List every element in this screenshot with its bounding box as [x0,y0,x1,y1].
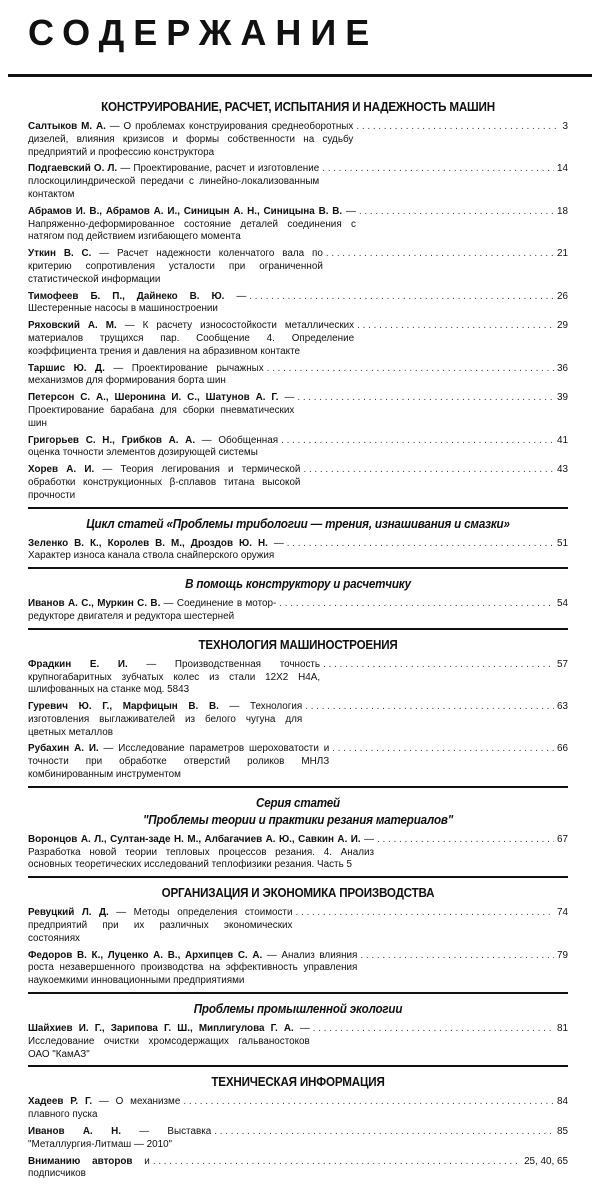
entry-title: — Напряженно-деформированное состояние деталей соединения с натягом под действием изгибающего момента [28,205,356,243]
section-heading: ТЕХНИЧЕСКАЯ ИНФОРМАЦИЯ [211,1075,385,1090]
entry-authors: Таршис Ю. Д. [28,362,105,374]
entry-title: — Шестеренные насосы в машиностроении [28,290,247,315]
toc-entry[interactable] [28,464,568,502]
entry-authors: Ревуцкий Л. Д. [28,907,109,919]
entry-authors: Иванов А. Н. [28,1126,121,1138]
section-divider [28,876,568,878]
toc-entry[interactable] [28,743,568,781]
entry-text-wrap [28,701,302,739]
page-title: СОДЕРЖАНИЕ [28,12,379,53]
entry-page-number: 84 [557,1096,568,1108]
toc-entry[interactable] [28,598,568,624]
entry-authors: Ряховский А. М. [28,320,117,332]
entry-title: — Разработка новой теории тепловых процессов резания. 4. Анализ основных теоретических исследований теплофизики резания. Часть 5 [28,833,375,871]
entry-authors: Федоров В. К., Луценко А. В., Архипцев С. А. [28,949,263,961]
dot-leader [297,392,554,405]
dot-leader [360,950,554,963]
entry-authors: Вниманию авторов [28,1155,133,1167]
entry-text-wrap [28,907,292,945]
entry-title: — Теория легирования и термической обработки конструкционных β-сплавов титана высокой прочности [28,464,301,501]
entry-authors: Иванов А. С., Муркин С. В. [28,598,161,610]
dot-leader [281,435,554,448]
entry-page-number: 81 [557,1023,568,1035]
entry-title: — Проектирование барабана для сборки пневматических шин [28,392,295,429]
entry-page-number: 63 [557,701,568,713]
entry-page-number: 39 [557,392,568,404]
entry-authors: Хорев А. И. [28,464,95,476]
entry-text-wrap [28,1126,211,1152]
entry-page-number: 14 [557,163,568,175]
dot-leader [267,363,554,376]
entry-text-wrap [28,392,294,430]
entry-authors: Шайхиев И. Г., Зарипова Г. Ш., Миплигулова Г. А. [28,1023,294,1035]
entry-text-wrap [28,1023,310,1061]
section-heading: ТЕХНОЛОГИЯ МАШИНОСТРОЕНИЯ [198,637,398,652]
entry-page-number: 21 [557,248,568,260]
dot-leader [323,659,554,672]
toc-entry[interactable] [28,392,568,430]
entry-authors: Григорьев С. Н., Грибков А. А. [28,434,196,446]
entry-title: — Методы определения стоимости предприятий при их различных экономических состояниях [28,907,293,944]
entry-page-number: 41 [557,434,568,446]
entry-page-number: 26 [557,290,568,302]
section-divider [28,786,568,788]
entry-text-wrap [28,1156,150,1182]
entry-authors: Фрадкин Е. И. [28,658,128,670]
entry-title: — Расчет надежности коленчатого вала по критерию сопротивления усталости при ограниченной статистической информации [28,248,323,285]
entry-text-wrap [28,1096,180,1122]
section-heading: Проблемы промышленной экологии [193,1002,403,1017]
entry-title: — Производственная точность крупногабаритных зубчатых колес из стали 12Х2 Н4А, шлифованных на станке мод. 5843 [28,658,321,696]
dot-leader [183,1096,554,1109]
entry-page-number: 51 [557,537,568,549]
entry-title: — О механизме плавного пуска [28,1096,181,1121]
entry-page-number: 36 [557,362,568,374]
entry-authors: Тимофеев Б. П., Дайнеко В. Ю. [28,290,225,302]
toc-entry[interactable] [28,163,568,201]
dot-leader [356,121,559,134]
dot-leader [153,1156,521,1169]
toc-entry[interactable] [28,363,568,389]
toc-entry[interactable] [28,320,568,358]
title-rule [8,74,592,77]
entry-page-number: 67 [557,833,568,845]
entry-page-number: 74 [557,907,568,919]
entry-page-number: 85 [557,1126,568,1138]
dot-leader [357,320,554,333]
entry-page-number: 54 [557,598,568,610]
toc-entry[interactable] [28,1023,568,1061]
entry-text-wrap [28,163,319,201]
entry-authors: Салтыков М. А. [28,121,106,132]
entry-text-wrap [28,464,300,502]
section-heading: КОНСТРУИРОВАНИЕ, РАСЧЕТ, ИСПЫТАНИЯ И НАДЕЖНОСТЬ МАШИН [101,100,495,114]
entry-title: — К расчету износостойкости металлических материалов трущихся пар. Сообщение 4. Определение коэффициента трения и давления на абразивном контакте [28,320,355,357]
dot-leader [214,1126,554,1139]
dot-leader [377,834,554,847]
entry-authors: Хадеев Р. Г. [28,1096,93,1108]
entry-text-wrap [28,538,284,564]
entry-page-number: 3 [562,121,568,132]
entry-title: — О проблемах конструирования среднеоборотных дизелей, влияния кризисов и формы собственности на судьбу предприятий и профессию конструктора [28,121,354,158]
dot-leader [303,464,554,477]
entry-title: — Обобщенная оценка точности элементов дозирующей системы [28,434,279,459]
dot-leader [305,701,554,714]
section-heading: ОРГАНИЗАЦИЯ И ЭКОНОМИКА ПРОИЗВОДСТВА [161,886,435,901]
toc-entry[interactable] [28,291,568,317]
toc-entry[interactable] [28,538,568,564]
entry-page-number: 25, 40, 65 [524,1155,568,1167]
entry-title: — Проектирование, расчет и изготовление плоскоцилиндрической передачи с линейно-локализованным контактом [28,163,320,200]
entry-text-wrap [28,435,278,461]
section-divider [28,567,568,569]
entry-text-wrap [28,950,357,988]
entry-title: — Характер износа канала ствола снайперского оружия [28,537,284,562]
entry-title: — Выставка "Металлургия-Литмаш — 2010" [28,1126,212,1150]
entry-authors: Уткин В. С. [28,248,92,260]
dot-leader [249,291,554,304]
entry-text-wrap [28,834,374,872]
section-divider [28,628,568,630]
entry-authors: Воронцов А. Л., Султан-заде Н. М., Албагачиев А. Ю., Савкин А. И. [28,833,361,845]
toc-entry[interactable] [28,121,568,159]
dot-leader [313,1023,554,1036]
entry-page-number: 66 [557,743,568,755]
section-divider [28,507,568,509]
section-subheading: "Проблемы теории и практики резания материалов" [142,812,454,827]
toc-entry[interactable] [28,1126,568,1152]
entry-title: — Исследование очистки хромсодержащих гальваностоков ОАО "КамАЗ" [28,1023,310,1060]
entry-authors: Зеленко В. К., Королев В. М., Дроздов Ю. Н. [28,537,268,549]
toc-list [28,100,568,1185]
toc-entry[interactable] [28,206,568,244]
entry-title: — Проектирование рычажных механизмов для формирования борта шин [28,362,264,387]
toc-entry[interactable] [28,435,568,461]
entry-authors: Абрамов И. В., Абрамов А. И., Синицын А. Н., Синицына В. В. [28,205,343,217]
entry-authors: Подгаевский О. Л. [28,163,118,175]
entry-text-wrap [28,320,354,358]
section-heading: Серия статей [256,795,340,810]
toc-entry[interactable] [28,248,568,286]
toc-entry[interactable] [28,950,568,988]
section-divider [28,1065,568,1067]
entry-authors: Гуревич Ю. Г., Марфицын В. В. [28,701,219,713]
dot-leader [332,743,554,756]
entry-title: — Анализ влияния роста незавершенного производства на эффективность управления наукоемкими инновационными предприятиями [28,949,358,987]
entry-page-number: 57 [557,658,568,670]
entry-title: — Исследование параметров шероховатости и точности при обработке отверстий роликов МНЛЗ комбинированным инструментом [28,743,330,781]
dot-leader [295,907,554,920]
dot-leader [359,206,554,219]
dot-leader [322,163,554,176]
section-heading: Цикл статей «Проблемы трибологии — трения, изнашивания и смазки» [86,516,510,531]
entry-authors: Рубахин А. И. [28,743,99,755]
section-heading: В помощь конструктору и расчетчику [185,577,411,592]
toc-entry[interactable] [28,1156,568,1182]
entry-page-number: 43 [557,464,568,476]
entry-text-wrap [28,659,320,697]
entry-page-number: 29 [557,320,568,332]
entry-authors: Петерсон С. А., Шеронина И. С., Шатунов А. Г. [28,392,279,404]
entry-title: — Технология изготовления выглаживателей из белого чугуна для цветных металлов [28,701,303,738]
entry-text-wrap [28,248,323,286]
dot-leader [287,538,554,551]
entry-text-wrap [28,743,329,781]
toc-entry[interactable] [28,907,568,945]
dot-leader [279,598,554,611]
toc-entry[interactable] [28,659,568,697]
entry-text-wrap [28,598,276,624]
entry-text-wrap [28,206,356,244]
dot-leader [326,248,554,261]
entry-text-wrap [28,291,246,317]
entry-text-wrap [28,363,264,389]
entry-text-wrap [28,121,353,159]
toc-entry[interactable] [28,701,568,739]
entry-page-number: 79 [557,949,568,961]
entry-page-number: 18 [557,205,568,217]
entry-title: — Соединение в мотор-редукторе двигателя и редуктора шестерней [28,598,277,622]
toc-entry[interactable] [28,1096,568,1122]
entry-title: и подписчиков [28,1155,150,1180]
toc-entry[interactable] [28,834,568,872]
section-divider [28,992,568,994]
